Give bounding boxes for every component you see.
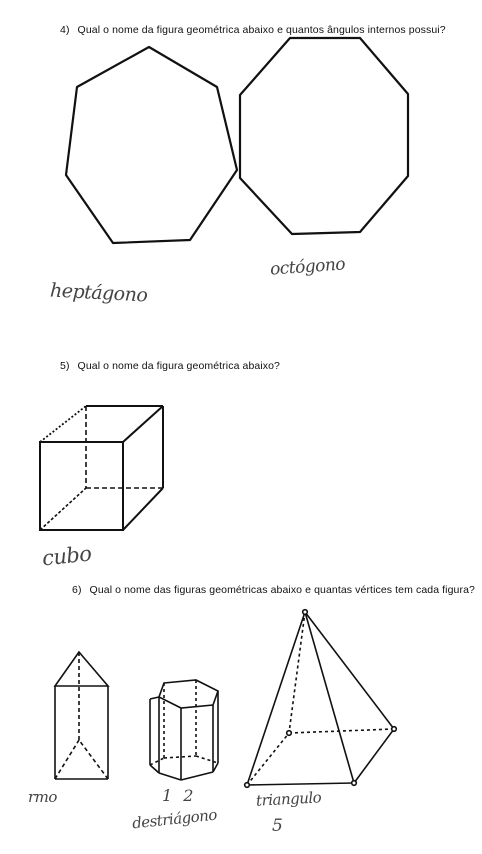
pyramid-figure xyxy=(245,610,397,788)
question-number: 4) xyxy=(60,24,70,36)
answer-heptagon: heptágono xyxy=(49,279,148,307)
question-text: Qual o nome das figuras geométricas abaixo e quantas vértices tem cada figura? xyxy=(89,584,475,596)
answer-pyramid-name: triangulo xyxy=(255,788,322,810)
question-number: 6) xyxy=(72,584,82,596)
answer-prism: rmo xyxy=(28,788,57,806)
hexagonal-prism-figure xyxy=(150,680,218,780)
answer-hexagonal-count: 1 2 xyxy=(162,786,197,805)
heptagon-figure xyxy=(66,47,237,243)
answer-hexagonal-name: destriágono xyxy=(131,805,218,833)
answer-cube: cubo xyxy=(40,541,93,571)
octagon-figure xyxy=(240,38,408,234)
question-number: 5) xyxy=(60,360,70,372)
triangular-prism-figure xyxy=(55,652,108,779)
answer-octagon: octógono xyxy=(269,254,346,280)
question-text: Qual o nome da figura geométrica abaixo? xyxy=(77,360,281,372)
question-text: Qual o nome da figura geométrica abaixo e quantos ângulos internos possui? xyxy=(77,24,446,36)
cube-figure xyxy=(40,406,163,530)
answer-pyramid-count: 5 xyxy=(272,816,283,836)
